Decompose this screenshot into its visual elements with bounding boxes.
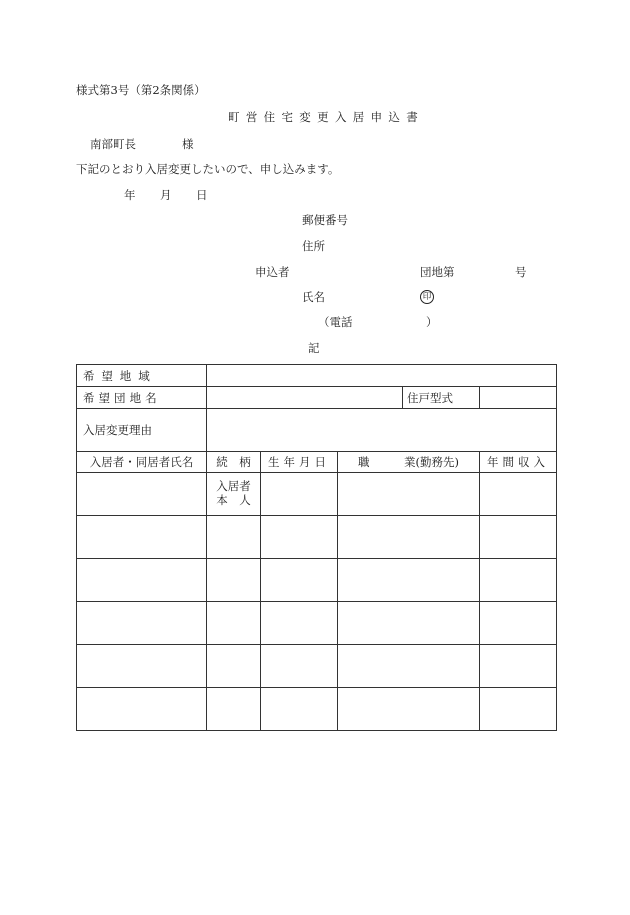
member-relation-field[interactable]	[207, 516, 261, 559]
member-occupation-field[interactable]	[338, 688, 480, 731]
member-row	[77, 516, 557, 559]
member-birthdate-field[interactable]	[261, 516, 338, 559]
member-income-field[interactable]	[480, 645, 557, 688]
address-label: 住所	[302, 239, 325, 253]
desired-area-label: 希望地域	[77, 365, 207, 387]
member-name-field[interactable]	[77, 645, 207, 688]
reason-row	[77, 409, 557, 452]
member-relation-field[interactable]	[207, 688, 261, 731]
member-name-field[interactable]	[77, 516, 207, 559]
desired-complex-label: 希望団地名	[77, 387, 207, 409]
addressee-name: 南部町長	[90, 137, 136, 151]
member-occupation-field[interactable]	[338, 516, 480, 559]
desired-area-field[interactable]	[207, 365, 557, 387]
member-income-field[interactable]	[480, 602, 557, 645]
addressee-honorific: 様	[182, 137, 194, 151]
member-name-field[interactable]	[77, 602, 207, 645]
member-income-field[interactable]	[480, 559, 557, 602]
member-row	[77, 645, 557, 688]
unit-type-label: 住戸型式	[403, 387, 480, 409]
ki-label: 記	[308, 341, 320, 355]
date-day: 日	[196, 188, 208, 202]
member-occupation-field[interactable]	[338, 473, 480, 516]
unit-type-field[interactable]	[480, 387, 557, 409]
relation-line1: 入居者	[216, 479, 251, 493]
member-row	[77, 602, 557, 645]
application-table	[76, 364, 557, 731]
header-occupation: 職 業(勤務先)	[338, 452, 480, 473]
members-header-row	[77, 452, 557, 473]
member-income-field[interactable]	[480, 688, 557, 731]
header-relation: 続 柄	[207, 452, 261, 473]
header-birthdate: 生年月日	[261, 452, 338, 473]
danchi-label: 団地第	[420, 265, 455, 279]
member-row	[77, 688, 557, 731]
member-name-field[interactable]	[77, 688, 207, 731]
member-birthdate-field[interactable]	[261, 473, 338, 516]
member-occupation-field[interactable]	[338, 559, 480, 602]
header-names: 入居者・同居者氏名	[77, 452, 207, 473]
member-birthdate-field[interactable]	[261, 645, 338, 688]
member-occupation-field[interactable]	[338, 645, 480, 688]
seal-mark: 印	[420, 290, 434, 304]
member-income-field[interactable]	[480, 473, 557, 516]
seal-icon	[420, 290, 434, 304]
member-occupation-field[interactable]	[338, 602, 480, 645]
intro-text: 下記のとおり入居変更したいので、申し込みます。	[76, 162, 340, 176]
member-relation-field[interactable]	[207, 645, 261, 688]
desired-area-row	[77, 365, 557, 387]
member-name-field[interactable]	[77, 473, 207, 516]
member-birthdate-field[interactable]	[261, 688, 338, 731]
phone-open: （電話	[318, 315, 353, 329]
relation-line2: 本 人	[216, 493, 251, 508]
desired-complex-field[interactable]	[207, 387, 403, 409]
member-income-field[interactable]	[480, 516, 557, 559]
member-birthdate-field[interactable]	[261, 559, 338, 602]
member-relation-self	[207, 473, 261, 516]
go-label: 号	[515, 265, 527, 279]
member-row	[77, 559, 557, 602]
member-birthdate-field[interactable]	[261, 602, 338, 645]
desired-complex-row	[77, 387, 557, 409]
member-row	[77, 473, 557, 516]
form-title: 町営住宅変更入居申込書	[228, 110, 425, 124]
phone-close: ）	[426, 315, 438, 329]
postal-label: 郵便番号	[302, 213, 348, 227]
reason-field[interactable]	[207, 409, 557, 452]
header-income: 年間収入	[480, 452, 557, 473]
date-year: 年	[124, 188, 136, 202]
reason-label: 入居変更理由	[77, 409, 207, 452]
member-name-field[interactable]	[77, 559, 207, 602]
date-month: 月	[160, 188, 172, 202]
name-label: 氏名	[302, 290, 325, 304]
member-relation-field[interactable]	[207, 559, 261, 602]
member-relation-field[interactable]	[207, 602, 261, 645]
form-number: 様式第3号（第2条関係）	[76, 83, 206, 97]
applicant-label: 申込者	[255, 265, 290, 279]
